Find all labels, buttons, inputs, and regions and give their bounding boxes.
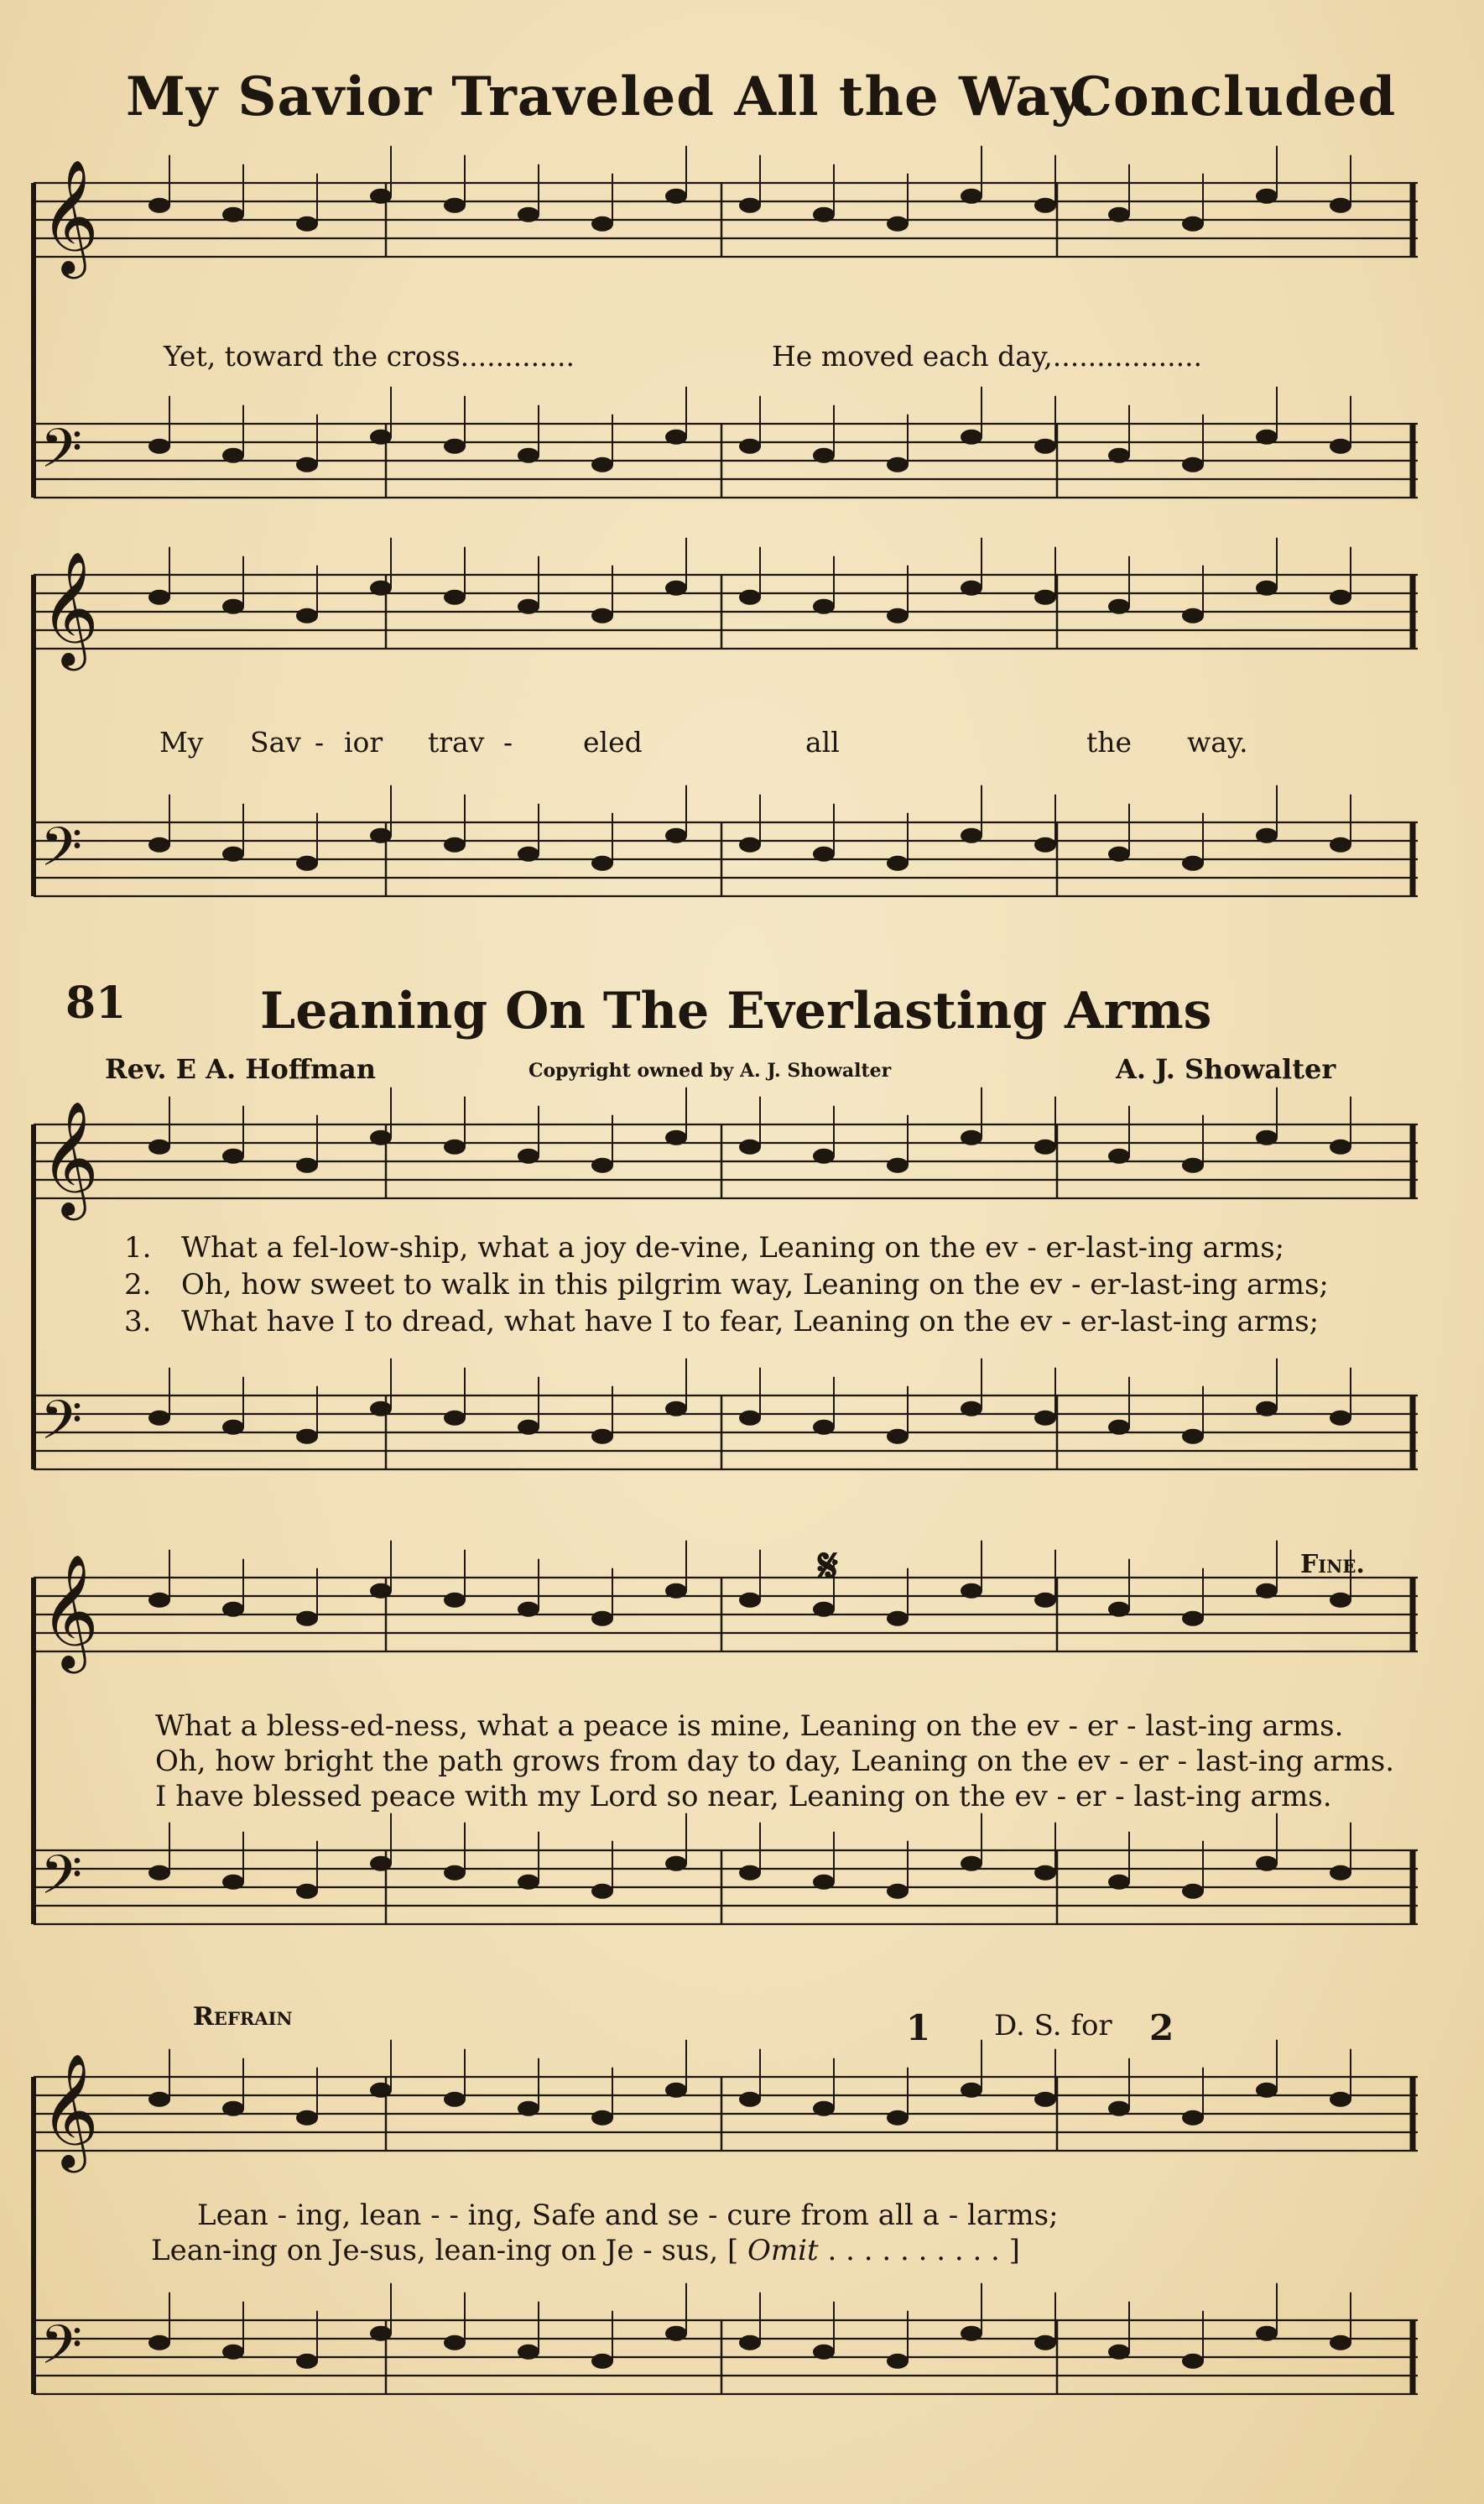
note-head bbox=[1108, 2345, 1130, 2360]
note-head bbox=[887, 2110, 909, 2126]
note-head bbox=[1108, 448, 1130, 463]
note-head bbox=[296, 457, 318, 472]
note-head bbox=[370, 581, 392, 596]
note-head bbox=[665, 1856, 687, 1871]
treble-clef-icon: 𝄞 bbox=[40, 158, 99, 274]
hymn-number: 81 bbox=[65, 978, 127, 1029]
note-head bbox=[222, 1149, 244, 1164]
note-head bbox=[665, 1401, 687, 1416]
omit-dots: . . . . . . . . . . ] bbox=[827, 2234, 1020, 2267]
note-head bbox=[1182, 1429, 1204, 1444]
song1-lyric-word: all bbox=[805, 726, 840, 759]
note-head bbox=[1330, 439, 1351, 454]
note-head bbox=[961, 430, 982, 445]
note-head bbox=[444, 439, 466, 454]
note-head bbox=[887, 1884, 909, 1899]
note-head bbox=[222, 847, 244, 862]
fine-mark: Fine. bbox=[1300, 1550, 1365, 1579]
note-head bbox=[739, 590, 761, 605]
note-head bbox=[739, 439, 761, 454]
note-head bbox=[887, 1158, 909, 1173]
note-head bbox=[296, 856, 318, 871]
author-credit: Rev. E A. Hoffman bbox=[105, 1053, 376, 1085]
note-head bbox=[444, 2335, 466, 2350]
note-head bbox=[739, 1865, 761, 1881]
note-head bbox=[887, 2354, 909, 2369]
note-head bbox=[591, 2354, 613, 2369]
note-head bbox=[148, 198, 170, 213]
note-head bbox=[222, 1875, 244, 1890]
note-head bbox=[148, 2092, 170, 2107]
note-head bbox=[444, 1140, 466, 1155]
bass-clef-icon: 𝄢 bbox=[40, 1844, 83, 1920]
note-head bbox=[591, 856, 613, 871]
note-head bbox=[813, 1149, 835, 1164]
note-head bbox=[1108, 1420, 1130, 1435]
note-head bbox=[222, 599, 244, 614]
note-head bbox=[1256, 1130, 1278, 1145]
note-head bbox=[1256, 1583, 1278, 1599]
bass-staff bbox=[34, 387, 1418, 498]
note-head bbox=[665, 1583, 687, 1599]
note-head bbox=[887, 1429, 909, 1444]
note-head bbox=[444, 2092, 466, 2107]
song1-title-main: My Savior Traveled All the Way. bbox=[126, 65, 1096, 128]
note-head bbox=[665, 2083, 687, 2098]
note-head bbox=[1034, 1593, 1056, 1608]
bass-staff bbox=[34, 785, 1418, 896]
note-head bbox=[370, 1583, 392, 1599]
note-head bbox=[148, 590, 170, 605]
note-head bbox=[370, 430, 392, 445]
note-head bbox=[1330, 1140, 1351, 1155]
omit-instruction: Omit bbox=[747, 2234, 819, 2267]
note-head bbox=[444, 837, 466, 853]
note-head bbox=[370, 828, 392, 843]
note-head bbox=[296, 1429, 318, 1444]
song1-lyric-word: eled bbox=[583, 726, 643, 759]
note-head bbox=[222, 207, 244, 222]
note-head bbox=[813, 2345, 835, 2360]
verse-text: What have I to dread, what have I to fear, Leaning on the ev - er-last-ing arms; bbox=[181, 1305, 1320, 1338]
song1-system-2 bbox=[34, 550, 1418, 906]
bass-staff bbox=[34, 1813, 1418, 1924]
verse-3-line-2: I have blessed peace with my Lord so near, Leaning on the ev - er - last-ing arms. bbox=[155, 1780, 1332, 1813]
verse-text: Oh, how sweet to walk in this pilgrim way, Leaning on the ev - er-last-ing arms; bbox=[181, 1268, 1329, 1302]
note-head bbox=[1034, 1140, 1056, 1155]
song1-lyric-b: He moved each day,................. bbox=[772, 340, 1203, 373]
note-head bbox=[296, 608, 318, 623]
note-head bbox=[1034, 439, 1056, 454]
note-head bbox=[665, 189, 687, 204]
note-head bbox=[1182, 608, 1204, 623]
note-head bbox=[961, 189, 982, 204]
note-head bbox=[222, 448, 244, 463]
note-head bbox=[222, 1602, 244, 1617]
verse-3-line-1 bbox=[124, 1305, 1319, 1338]
note-head bbox=[961, 1401, 982, 1416]
note-head bbox=[813, 847, 835, 862]
bass-clef-icon: 𝄢 bbox=[40, 816, 83, 892]
note-head bbox=[1182, 2354, 1204, 2369]
refrain-label: Refrain bbox=[193, 2002, 293, 2032]
note-head bbox=[591, 1158, 613, 1173]
song1-lyric-a: Yet, toward the cross............. bbox=[164, 340, 575, 373]
treble-clef-icon: 𝄞 bbox=[40, 2052, 99, 2168]
note-head bbox=[296, 2110, 318, 2126]
note-head bbox=[813, 1602, 835, 1617]
note-head bbox=[1182, 1884, 1204, 1899]
song1-lyric-word: trav bbox=[428, 726, 485, 759]
note-head bbox=[1330, 837, 1351, 853]
note-head bbox=[739, 837, 761, 853]
note-head bbox=[887, 856, 909, 871]
note-head bbox=[1182, 1611, 1204, 1626]
note-head bbox=[1108, 847, 1130, 862]
song2-title: Leaning On The Everlasting Arms bbox=[260, 982, 1212, 1041]
note-head bbox=[813, 207, 835, 222]
note-head bbox=[1182, 856, 1204, 871]
verse-number: 1. bbox=[124, 1231, 152, 1265]
note-head bbox=[296, 1611, 318, 1626]
note-head bbox=[222, 2101, 244, 2116]
verse-number: 2. bbox=[124, 1268, 152, 1302]
note-head bbox=[518, 1602, 539, 1617]
note-head bbox=[1182, 216, 1204, 232]
note-head bbox=[444, 1593, 466, 1608]
note-head bbox=[1034, 1865, 1056, 1881]
note-head bbox=[1034, 2092, 1056, 2107]
note-head bbox=[370, 1130, 392, 1145]
song2-system-1 bbox=[34, 1099, 1418, 1540]
composer-credit: A. J. Showalter bbox=[1116, 1053, 1336, 1085]
note-head bbox=[961, 1130, 982, 1145]
note-head bbox=[961, 2083, 982, 2098]
treble-staff bbox=[34, 1088, 1418, 1220]
note-head bbox=[148, 1865, 170, 1881]
note-head bbox=[739, 2335, 761, 2350]
song1-lyric-word: - bbox=[315, 726, 325, 759]
note-head bbox=[1108, 1875, 1130, 1890]
song2-system-3 bbox=[34, 2002, 1418, 2467]
note-head bbox=[1330, 2092, 1351, 2107]
note-head bbox=[1108, 1149, 1130, 1164]
note-head bbox=[887, 216, 909, 232]
note-head bbox=[591, 2110, 613, 2126]
note-head bbox=[222, 1420, 244, 1435]
note-head bbox=[222, 2345, 244, 2360]
treble-clef-icon: 𝄞 bbox=[40, 1552, 99, 1668]
note-head bbox=[148, 1140, 170, 1155]
ds-instruction: D. S. for bbox=[994, 2009, 1112, 2042]
note-head bbox=[591, 1611, 613, 1626]
note-head bbox=[813, 448, 835, 463]
note-head bbox=[665, 2326, 687, 2341]
treble-staff bbox=[34, 2040, 1418, 2173]
note-head bbox=[148, 439, 170, 454]
note-head bbox=[1330, 1593, 1351, 1608]
bass-staff bbox=[34, 2283, 1418, 2394]
note-head bbox=[1256, 828, 1278, 843]
segno-sign: 𝄋 bbox=[818, 1538, 839, 1594]
note-head bbox=[591, 216, 613, 232]
note-head bbox=[148, 2335, 170, 2350]
note-head bbox=[961, 1583, 982, 1599]
note-head bbox=[518, 1875, 539, 1890]
note-head bbox=[665, 430, 687, 445]
note-head bbox=[887, 457, 909, 472]
bass-clef-icon: 𝄢 bbox=[40, 418, 83, 493]
song1-lyric-word: My bbox=[159, 726, 204, 759]
note-head bbox=[518, 2345, 539, 2360]
note-head bbox=[739, 1593, 761, 1608]
note-head bbox=[370, 2326, 392, 2341]
note-head bbox=[1034, 590, 1056, 605]
note-head bbox=[444, 198, 466, 213]
copyright-notice: Copyright owned by A. J. Showalter bbox=[529, 1060, 892, 1082]
verse-2-line-2: Oh, how bright the path grows from day to day, Leaning on the ev - er - last-ing arms. bbox=[155, 1745, 1395, 1778]
note-head bbox=[1256, 189, 1278, 204]
note-head bbox=[1330, 198, 1351, 213]
note-head bbox=[665, 581, 687, 596]
note-head bbox=[665, 1130, 687, 1145]
note-head bbox=[444, 1865, 466, 1881]
note-head bbox=[296, 1158, 318, 1173]
treble-clef-icon: 𝄞 bbox=[40, 550, 99, 665]
song1-lyric-word: the bbox=[1086, 726, 1133, 759]
note-head bbox=[1108, 1602, 1130, 1617]
note-head bbox=[518, 1420, 539, 1435]
note-head bbox=[1256, 1856, 1278, 1871]
note-head bbox=[444, 590, 466, 605]
verse-text: What a fel-low-ship, what a joy de-vine, Leaning on the ev - er-last-ing arms; bbox=[181, 1231, 1285, 1265]
note-head bbox=[813, 599, 835, 614]
note-head bbox=[739, 1411, 761, 1426]
note-head bbox=[1256, 1401, 1278, 1416]
note-head bbox=[1256, 430, 1278, 445]
note-head bbox=[887, 1611, 909, 1626]
note-head bbox=[148, 837, 170, 853]
song1-system-1 bbox=[34, 158, 1418, 503]
note-head bbox=[739, 198, 761, 213]
note-head bbox=[518, 2101, 539, 2116]
note-head bbox=[1182, 1158, 1204, 1173]
treble-staff bbox=[34, 146, 1418, 279]
treble-staff bbox=[34, 538, 1418, 670]
note-head bbox=[518, 599, 539, 614]
note-head bbox=[1330, 2335, 1351, 2350]
note-head bbox=[961, 828, 982, 843]
note-head bbox=[1108, 599, 1130, 614]
second-ending-number: 2 bbox=[1149, 2007, 1174, 2048]
bass-staff bbox=[34, 1359, 1418, 1469]
note-head bbox=[1034, 2335, 1056, 2350]
note-head bbox=[1182, 2110, 1204, 2126]
note-head bbox=[1034, 1411, 1056, 1426]
note-head bbox=[1256, 2083, 1278, 2098]
note-head bbox=[518, 847, 539, 862]
note-head bbox=[1330, 590, 1351, 605]
bass-clef-icon: 𝄢 bbox=[40, 2314, 83, 2390]
note-head bbox=[370, 1856, 392, 1871]
note-head bbox=[518, 207, 539, 222]
note-head bbox=[961, 1856, 982, 1871]
bass-clef-icon: 𝄢 bbox=[40, 1390, 83, 1465]
note-head bbox=[1034, 198, 1056, 213]
note-head bbox=[591, 1429, 613, 1444]
song1-title-suffix: Concluded bbox=[1070, 65, 1397, 128]
note-head bbox=[1108, 2101, 1130, 2116]
note-head bbox=[739, 1140, 761, 1155]
note-head bbox=[148, 1411, 170, 1426]
note-head bbox=[370, 1401, 392, 1416]
note-head bbox=[591, 608, 613, 623]
note-head bbox=[665, 828, 687, 843]
first-ending-number: 1 bbox=[906, 2007, 931, 2048]
note-head bbox=[813, 2101, 835, 2116]
note-head bbox=[1256, 2326, 1278, 2341]
verse-number: 3. bbox=[124, 1305, 152, 1338]
note-head bbox=[591, 1884, 613, 1899]
note-head bbox=[370, 189, 392, 204]
note-head bbox=[1330, 1865, 1351, 1881]
note-head bbox=[887, 608, 909, 623]
refrain-line-2-text: Lean-ing on Je-sus, lean-ing on Je - sus, [ bbox=[151, 2234, 739, 2267]
note-head bbox=[518, 1149, 539, 1164]
note-head bbox=[813, 1420, 835, 1435]
note-head bbox=[1108, 207, 1130, 222]
note-head bbox=[370, 2083, 392, 2098]
note-head bbox=[296, 216, 318, 232]
song1-lyric-word: Sav bbox=[250, 726, 301, 759]
note-head bbox=[1330, 1411, 1351, 1426]
note-head bbox=[961, 581, 982, 596]
refrain-line-2 bbox=[151, 2234, 1020, 2267]
song1-lyric-word: way. bbox=[1187, 726, 1248, 759]
note-head bbox=[961, 2326, 982, 2341]
verse-1-line-1 bbox=[124, 1231, 1284, 1265]
verse-2-line-1 bbox=[124, 1268, 1329, 1302]
refrain-line-1: Lean - ing, lean - - ing, Safe and se - cure from all a - larms; bbox=[197, 2199, 1059, 2232]
treble-clef-icon: 𝄞 bbox=[40, 1099, 99, 1215]
note-head bbox=[813, 1875, 835, 1890]
note-head bbox=[1182, 457, 1204, 472]
note-head bbox=[591, 457, 613, 472]
note-head bbox=[296, 2354, 318, 2369]
verse-1-line-2: What a bless-ed-ness, what a peace is mine, Leaning on the ev - er - last-ing arms. bbox=[155, 1709, 1344, 1743]
song1-lyric-word: - bbox=[503, 726, 513, 759]
note-head bbox=[1256, 581, 1278, 596]
note-head bbox=[1034, 837, 1056, 853]
song2-system-2 bbox=[34, 1538, 1418, 1993]
song1-system-1-staves bbox=[34, 158, 1418, 503]
song1-lyric-word: ior bbox=[344, 726, 383, 759]
note-head bbox=[296, 1884, 318, 1899]
note-head bbox=[148, 1593, 170, 1608]
note-head bbox=[518, 448, 539, 463]
treble-staff bbox=[34, 1541, 1418, 1673]
note-head bbox=[739, 2092, 761, 2107]
note-head bbox=[444, 1411, 466, 1426]
